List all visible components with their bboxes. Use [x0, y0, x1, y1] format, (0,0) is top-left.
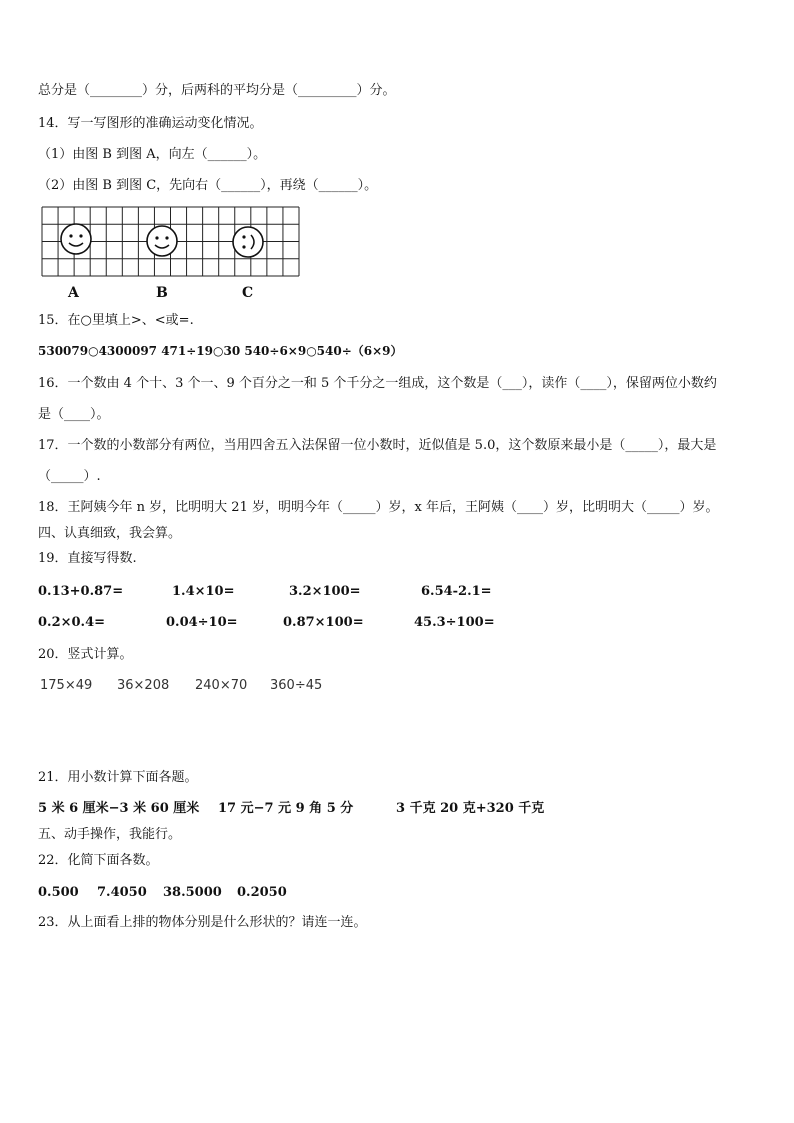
section-5-heading: 五、动手操作，我能行。	[38, 827, 182, 842]
q22-item: 0.2050	[237, 885, 287, 900]
q20-item: 360÷45	[270, 678, 323, 693]
question-22: 22．化简下面各数。	[38, 853, 159, 868]
q20-item: 240×70	[195, 678, 248, 693]
q22-item: 0.500	[38, 885, 79, 900]
q22-item: 7.4050	[97, 885, 147, 900]
grid-figure	[41, 206, 301, 278]
q19-item: 3.2×100=	[289, 584, 361, 599]
question-17-line-1: 17．一个数的小数部分有两位，当用四舍五入法保留一位小数时，近似值是 5.0，这个数原来最小是（_____），最大是	[38, 438, 717, 453]
question-15: 15．在○里填上>、<或=.	[38, 313, 194, 328]
question-21: 21．用小数计算下面各题。	[38, 770, 198, 785]
question-16-line-2: 是（____）。	[38, 407, 110, 422]
question-16-line-1: 16．一个数由 4 个十、3 个一、9 个百分之一和 5 个千分之一组成，这个数是（___），读作（____），保留两位小数约	[38, 376, 717, 391]
q19-item: 0.04÷10=	[166, 615, 238, 630]
question-14-2: （2）由图 B 到图 C，先向右（______），再绕（______）。	[38, 178, 378, 193]
question-14: 14．写一写图形的准确运动变化情况。	[38, 116, 263, 131]
q21-item: 17 元−7 元 9 角 5 分	[218, 801, 354, 816]
question-15-items: 530079○4300097 471÷19○30 540÷6×9○540÷（6×9）	[38, 344, 403, 358]
q19-item: 45.3÷100=	[414, 615, 495, 630]
smiley-face-a-icon	[61, 224, 91, 254]
question-23: 23．从上面看上排的物体分别是什么形状的？请连一连。	[38, 915, 367, 930]
figure-label-a: A	[68, 285, 79, 301]
figure-label-b: B	[156, 285, 168, 301]
q19-item: 0.2×0.4=	[38, 615, 106, 630]
q20-item: 175×49	[40, 678, 93, 693]
question-14-1: （1）由图 B 到图 A，向左（______）。	[38, 147, 267, 162]
q19-item: 0.87×100=	[283, 615, 364, 630]
q22-item: 38.5000	[163, 885, 222, 900]
q19-item: 6.54-2.1=	[421, 584, 492, 599]
figure-label-c: C	[242, 285, 254, 301]
smiley-face-c-rotated-icon	[233, 227, 263, 257]
q21-item: 5 米 6 厘米−3 米 60 厘米	[38, 801, 200, 816]
question-18: 18．王阿姨今年 n 岁，比明明大 21 岁，明明今年（_____）岁，x 年后，王阿姨（____）岁，比明明大（_____）岁。	[38, 500, 719, 515]
q19-item: 0.13+0.87=	[38, 584, 124, 599]
q21-item: 3 千克 20 克+320 千克	[396, 801, 545, 816]
question-19: 19．直接写得数.	[38, 551, 137, 566]
q20-item: 36×208	[117, 678, 170, 693]
q19-item: 1.4×10=	[172, 584, 235, 599]
smiley-face-b-icon	[147, 226, 177, 256]
line-total-score: 总分是（________）分，后两科的平均分是（_________）分。	[38, 83, 396, 98]
section-4-heading: 四、认真细致，我会算。	[38, 526, 182, 541]
question-17-line-2: （_____）.	[38, 469, 101, 484]
question-20: 20．竖式计算。	[38, 647, 133, 662]
